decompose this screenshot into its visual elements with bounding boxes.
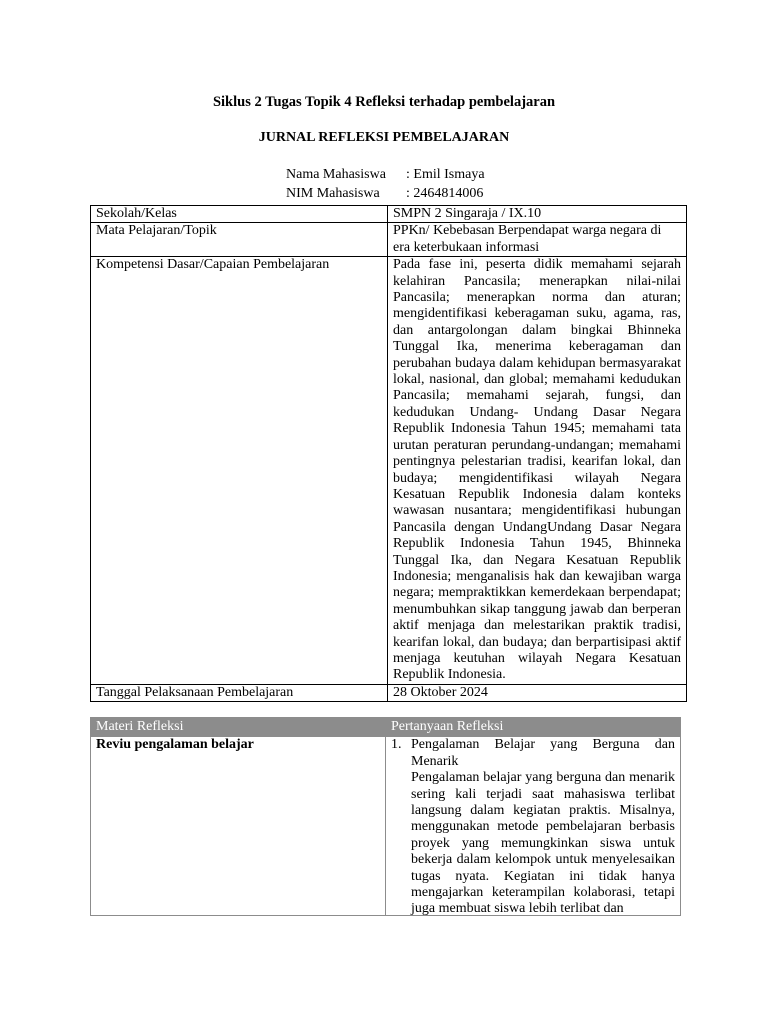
student-nim-row	[286, 186, 483, 202]
item-number: 1.	[391, 737, 402, 753]
item-heading: Pengalaman Belajar yang Berguna dan Menarik	[411, 737, 675, 769]
student-name-row	[286, 167, 485, 183]
table-row	[91, 223, 687, 257]
student-name-value: : Emil Ismaya	[406, 167, 485, 182]
table-row	[91, 206, 687, 223]
pertanyaan-refleksi-header: Pertanyaan Refleksi	[386, 718, 681, 737]
table-row	[91, 737, 681, 916]
student-name-label: Nama Mahasiswa	[286, 167, 386, 182]
competency-label: Kompetensi Dasar/Capaian Pembelajaran	[91, 257, 388, 685]
materi-refleksi-header: Materi Refleksi	[91, 718, 386, 737]
student-nim-value: : 2464814006	[406, 186, 484, 201]
reviu-label: Reviu pengalaman belajar	[96, 737, 254, 753]
date-value: 28 Oktober 2024	[388, 684, 687, 701]
table-row	[91, 684, 687, 701]
subject-label: Mata Pelajaran/Topik	[91, 223, 388, 257]
journal-subtitle: JURNAL REFLEKSI PEMBELAJARAN	[258, 130, 510, 145]
table-header-row	[91, 718, 681, 737]
competency-value: Pada fase ini, peserta didik memahami sejarah kelahiran Pancasila; menerapkan nilai-nilai Pancasila; menerapkan norma dan aturan; mengidentifikasi keberagaman suku, agama, ras, dan antargolongan dalam bingkai Bhinneka Tunggal Ika, menerima keberagaman dan perubahan budaya dalam kehidupan bermasyarakat lokal, nasional, dan global; memahami kedudukan Pancasila; memahami sejarah, fungsi, dan kedudukan Undang- Undang Dasar Negara Republik Indonesia Tahun 1945; memahami tata urutan peraturan perundang-undangan; memahami pentingnya pelestarian tradisi, kearifan lokal, dan budaya; mengidentifikasi wilayah Negara Kesatuan Republik Indonesia dalam konteks wawasan nusantara; mengidentifikasi hubungan Pancasila dengan UndangUndang Dasar Negara Republik Indonesia Tahun 1945, Bhinneka Tunggal Ika, dan Negara Kesatuan Republik Indonesia; menganalisis hak dan kewajiban warga negara; mempraktikkan kemerdekaan berpendapat; menumbuhkan sikap tanggung jawab dan berperan aktif menjaga dan melestarikan praktik tradisi, kearifan lokal, dan budaya; dan berpartisipasi aktif menjaga keutuhan wilayah Negara Kesatuan Republik Indonesia.	[388, 257, 687, 685]
table-row	[91, 257, 687, 685]
school-label: Sekolah/Kelas	[91, 206, 388, 223]
reviu-label-cell	[91, 737, 386, 916]
subject-value: PPKn/ Kebebasan Berpendapat warga negara di era keterbukaan informasi	[388, 223, 687, 257]
list-item	[391, 737, 675, 915]
page-title: Siklus 2 Tugas Topik 4 Refleksi terhadap pembelajaran	[212, 94, 556, 110]
student-nim-label: NIM Mahasiswa	[286, 186, 380, 201]
school-value: SMPN 2 Singaraja / IX.10	[388, 206, 687, 223]
item-text: Pengalaman belajar yang berguna dan menarik sering kali terjadi saat mahasiswa terlibat langsung dalam kegiatan praktis. Misalnya, menggunakan metode pembelajaran berbasis proyek yang memungkinkan siswa untuk bekerja dalam kelompok untuk menyelesaikan tugas nyata. Kegiatan ini tidak hanya mengajarkan keterampilan kolaborasi, tetapi juga membuat siswa lebih terlibat dan	[411, 770, 675, 916]
reviu-content	[391, 737, 675, 915]
reviu-content-cell	[386, 737, 681, 916]
item-body	[411, 737, 675, 915]
reflection-table	[90, 717, 681, 916]
date-label: Tanggal Pelaksanaan Pembelajaran	[91, 684, 388, 701]
info-table	[90, 205, 687, 702]
